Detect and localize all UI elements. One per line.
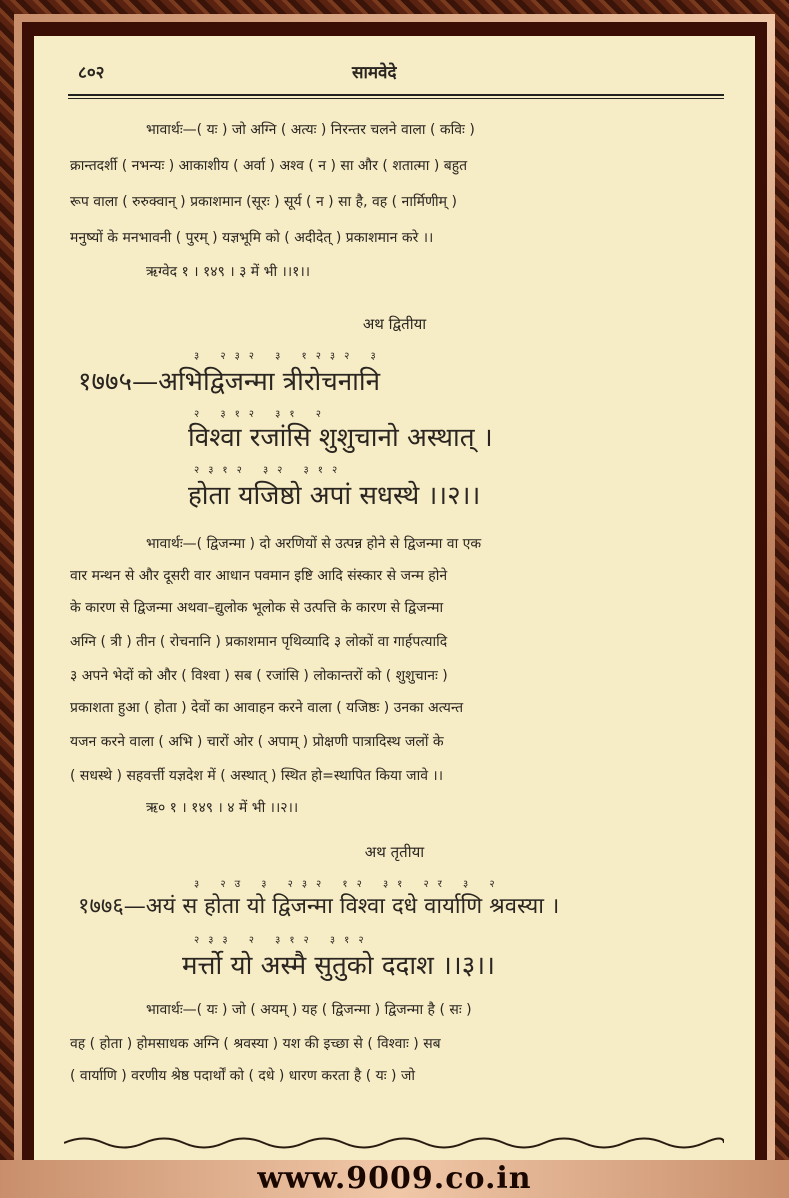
- scroll-ornament: [64, 1134, 724, 1152]
- para2-line-5: ३ अपने भेदों को और ( विश्वा ) सब ( रजांसि ) लोकान्तरों को ( शुशुचानः ): [70, 668, 448, 684]
- para2-line-6: प्रकाशता हुआ ( होता ) देवों का आवाहन करने वाला ( यजिष्ठः ) उनका अत्यन्त: [70, 700, 464, 716]
- page-title: सामवेदे: [352, 63, 397, 83]
- para2-line-3: के कारण से द्विजन्मा अथवा–द्युलोक भूलोक से उत्पत्ति के कारण से द्विजन्मा: [70, 600, 444, 616]
- para3-line-2: वह ( होता ) होमसाधक अग्नि ( श्रवस्या ) यश की इच्छा से ( विश्वाः ) सब: [70, 1036, 441, 1052]
- mantra-1775-line-1: १७७५—अभिद्विजन्मा त्रीरोचनानि: [78, 367, 381, 397]
- para1-reference: ऋग्वेद १ । १४९ । ३ में भी ।।१।।: [146, 264, 311, 280]
- para1-line-2: क्रान्तदर्शी ( नभन्यः ) आकाशीय ( अर्वा ) अश्व ( न ) सा और ( शतात्मा ) बहुत: [70, 158, 468, 174]
- scripture-page: [34, 36, 755, 1160]
- mantra-1775-line-3: होता यजिष्ठो अपां सधस्थे ।।२।।: [188, 481, 481, 511]
- para2-line-4: अग्नि ( त्री ) तीन ( रोचनानि ) प्रकाशमान पृथिव्यादि ३ लोकों वा गार्हपत्यादि: [70, 634, 448, 650]
- para2-reference: ऋ० १ । १४९ । ४ में भी ।।२।।: [146, 800, 299, 816]
- header-rule: [68, 94, 724, 96]
- para2-line-8: ( सधस्थे ) सहवर्त्ती यज्ञदेश में ( अस्थात् ) स्थित हो=स्थापित किया जावे ।।: [70, 768, 444, 784]
- mantra-1776-line-1: १७७६—अयं स होता यो द्विजन्मा विश्वा दधे वार्याणि श्रवस्या ।: [78, 894, 560, 919]
- section2-heading: अथ द्वितीया: [362, 315, 427, 333]
- section3-heading: अथ तृतीया: [364, 843, 425, 861]
- mantra-1775-line-2: विश्वा रजांसि शुशुचानो अस्थात् ।: [188, 423, 493, 453]
- mantra-1776-line-2: मर्त्तो यो अस्मै सुतुको ददाश ।।३।।: [182, 951, 495, 981]
- para2-line-1: भावार्थः—( द्विजन्मा ) दो अरणियों से उत्पन्न होने से द्विजन्मा वा एक: [146, 536, 482, 552]
- section3-accent-1: ३ २उ ३ २३२ १२ ३१ २र ३ २: [194, 879, 504, 890]
- website-url[interactable]: www.9009.co.in: [0, 1160, 789, 1198]
- section2-accent-1: ३ २३२ ३ १२३२ ३: [194, 351, 385, 362]
- para2-line-2: वार मन्थन से और दूसरी वार आधान पवमान इष्टि आदि संस्कार से जन्म होने: [70, 568, 448, 584]
- para3-line-1: भावार्थः—( यः ) जो ( अयम् ) यह ( द्विजन्मा ) द्विजन्मा है ( सः ): [146, 1002, 472, 1018]
- section2-accent-3: २३१२ ३२ ३१२: [194, 465, 347, 476]
- section3-accent-2: २३३ २ ३१२ ३१२: [194, 935, 373, 946]
- para1-line-1: भावार्थः—( यः ) जो अग्नि ( अत्यः ) निरन्तर चलने वाला ( कविः ): [146, 122, 475, 138]
- section2-accent-2: २ ३१२ ३१ २: [194, 409, 330, 420]
- para3-line-3: ( वार्याणि ) वरणीय श्रेष्ठ पदार्थों को ( दधे ) धारण करता है ( यः ) जो: [70, 1068, 415, 1084]
- para1-line-4: मनुष्यों के मनभावनी ( पुरम् ) यज्ञभूमि को ( अदीदेत् ) प्रकाशमान करे ।।: [70, 230, 434, 246]
- page-number: ८०२: [78, 63, 105, 83]
- para2-line-7: यजन करने वाला ( अभि ) चारों ओर ( अपाम् ) प्रोक्षणी पात्रादिस्थ जलों के: [70, 734, 444, 750]
- header-rule-thin: [68, 98, 724, 99]
- para1-line-3: रूप वाला ( रुरुक्वान् ) प्रकाशमान (सूरः ) सूर्य ( न ) सा है, वह ( नार्मिणीम् ): [70, 194, 457, 210]
